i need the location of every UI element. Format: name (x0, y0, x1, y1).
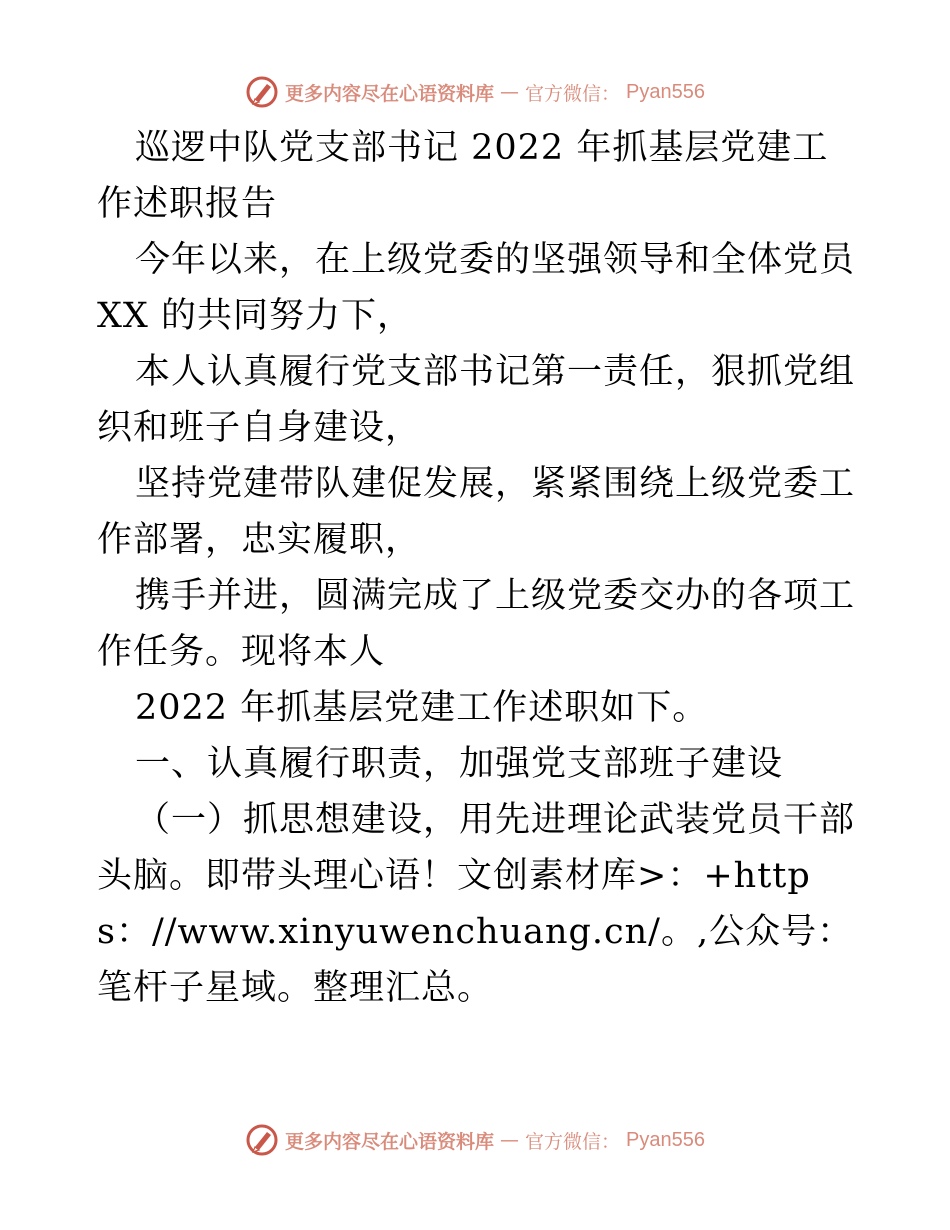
watermark-id: Pyan556 (626, 80, 705, 103)
paragraph: （一）抓思想建设，用先进理论武装党员干部头脑。即带头理心语！文创素材库>：+https：//www.xinyuwenchuang.cn/。,公众号：笔杆子星域。整理汇总。 (97, 800, 856, 1008)
watermark-brand: 更多内容尽在心语资料库 (285, 82, 495, 105)
watermark-id: Pyan556 (626, 1128, 705, 1151)
document-body (97, 120, 857, 1016)
paragraph: 今年以来，在上级党委的坚强领导和全体党员 XX 的共同努力下， (97, 240, 856, 336)
paragraph: 坚持党建带队建促发展，紧紧围绕上级党委工作部署，忠实履职， (97, 464, 856, 560)
watermark-official: 官方微信： (525, 82, 621, 105)
paragraph: 携手并进，圆满完成了上级党委交办的各项工作任务。现将本人 (97, 576, 856, 672)
watermark-official: 官方微信： (525, 1130, 621, 1153)
footer-watermark (0, 1120, 950, 1160)
pen-logo-icon (245, 75, 279, 109)
watermark-separator: — (500, 1129, 520, 1151)
paragraph: 2022 年抓基层党建工作述职如下。 (135, 688, 709, 728)
section-heading: 一、认真履行职责，加强党支部班子建设 (135, 744, 784, 784)
watermark-group (245, 1123, 705, 1157)
watermark-group (245, 75, 705, 109)
header-watermark (0, 72, 950, 112)
pen-logo-icon (245, 1123, 279, 1157)
watermark-separator: — (500, 81, 520, 103)
document-title: 巡逻中队党支部书记 2022 年抓基层党建工作述职报告 (97, 128, 829, 224)
watermark-brand: 更多内容尽在心语资料库 (285, 1130, 495, 1153)
paragraph: 本人认真履行党支部书记第一责任，狠抓党组织和班子自身建设， (97, 352, 856, 448)
